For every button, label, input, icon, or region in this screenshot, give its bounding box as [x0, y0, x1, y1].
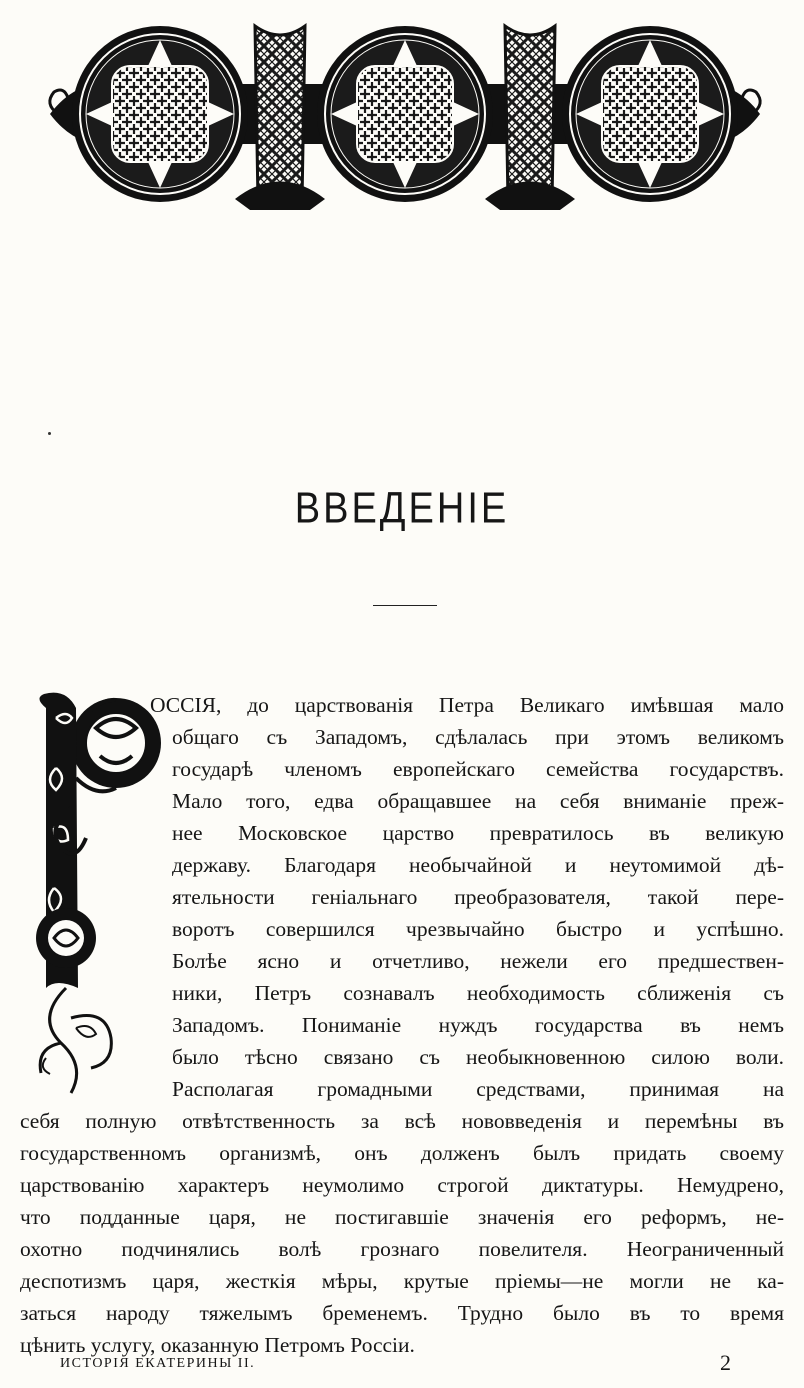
text-line: нее Московское царство превратилось въ великую — [172, 821, 784, 845]
text-line: ятельности геніальнаго преобразователя, такой пере- — [172, 885, 784, 909]
page-number: 2 — [720, 1350, 731, 1375]
running-footer-title: ИСТОРІЯ ЕКАТЕРИНЫ II. — [60, 1356, 256, 1371]
text-line: ники, Петръ сознавалъ необходимость сближенія съ — [172, 981, 784, 1005]
chapter-heading: ВВЕДЕНІЕ — [294, 484, 510, 534]
text-line: державу. Благодаря необычайной и неутомимой дѣ- — [172, 853, 784, 877]
text-line: что подданные царя, не постигавшіе значенія его реформъ, не- — [20, 1205, 784, 1229]
text-line: деспотизмъ царя, жесткія мѣры, крутые пріемы—не могли не ка- — [20, 1269, 784, 1293]
text-line: Западомъ. Пониманіе нуждъ государства въ немъ — [172, 1013, 784, 1037]
text-line: заться народу тяжелымъ бременемъ. Трудно было въ то время — [20, 1301, 784, 1325]
text-line: царствованію характеръ неумолимо строгой диктатуры. Немудрено, — [20, 1173, 784, 1197]
text-line-last: цѣнить услугу, оказанную Петромъ Россіи. — [20, 1333, 415, 1357]
text-line: воротъ совершился чрезвычайно быстро и успѣшно. — [172, 917, 784, 941]
text-line: Мало того, едва обращавшее на себя вниманіе преж- — [172, 789, 784, 813]
text-line: Болѣе ясно и отчетливо, нежели его предшествен- — [172, 949, 784, 973]
text-line: Располагая громадными средствами, принимая на — [172, 1077, 784, 1101]
text-line: государѣ членомъ европейскаго семейства государствъ. — [172, 757, 784, 781]
text-line: себя полную отвѣтственность за всѣ нововведенія и перемѣны въ — [20, 1109, 784, 1133]
text-line: ОССІЯ, до царствованія Петра Великаго имѣвшая мало — [150, 693, 784, 717]
text-line: государственномъ организмѣ, онъ долженъ былъ придать своему — [20, 1141, 784, 1165]
text-line: было тѣсно связано съ необыкновенною силою воли. — [172, 1045, 784, 1069]
text-line: общаго съ Западомъ, сдѣлалась при этомъ великомъ — [172, 725, 784, 749]
text-line: охотно подчинялись волѣ грознаго повелителя. Неограниченный — [20, 1237, 784, 1261]
